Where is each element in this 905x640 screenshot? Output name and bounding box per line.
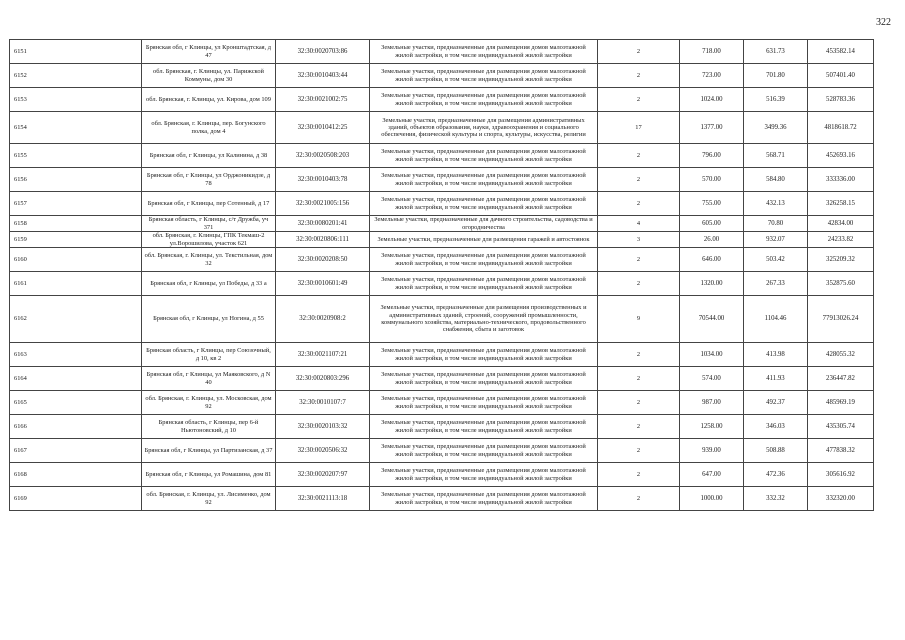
cadastral-value-cell: 325209.32 (808, 248, 874, 272)
category-cell: 2 (598, 439, 680, 463)
address-cell: Брянская обл, г Клинцы, ул Партизанская, д 37 (142, 439, 276, 463)
land-use-cell: Земельные участки, предназначенные для размещения домов малоэтажной жилой застройки, в том числе индивидуальной жилой застройки (370, 168, 598, 192)
table-row (10, 168, 874, 192)
category-cell: 9 (598, 296, 680, 343)
category-cell: 2 (598, 88, 680, 112)
land-use-cell: Земельные участки, предназначенные для размещения домов малоэтажной жилой застройки, в том числе индивидуальной жилой застройки (370, 192, 598, 216)
unit-value-cell: 701.80 (744, 64, 808, 88)
land-use-cell: Земельные участки, предназначенные для размещения домов малоэтажной жилой застройки, в том числе индивидуальной жилой застройки (370, 487, 598, 511)
row-number-cell: 6162 (10, 296, 142, 343)
category-cell: 2 (598, 367, 680, 391)
area-cell: 796.00 (680, 144, 744, 168)
registry-body (10, 40, 874, 511)
area-cell: 718.00 (680, 40, 744, 64)
table-row (10, 391, 874, 415)
category-cell: 2 (598, 192, 680, 216)
cadastral-number-cell: 32:30:0080201:41 (276, 216, 370, 232)
land-use-cell: Земельные участки, предназначенные для размещения домов малоэтажной жилой застройки, в том числе индивидуальной жилой застройки (370, 415, 598, 439)
cadastral-number-cell: 32:30:0010403:44 (276, 64, 370, 88)
cadastral-value-cell: 435305.74 (808, 415, 874, 439)
cadastral-number-cell: 32:30:0021005:156 (276, 192, 370, 216)
land-use-cell: Земельные участки, предназначенные для размещения домов малоэтажной жилой застройки, в том числе индивидуальной жилой застройки (370, 64, 598, 88)
table-row (10, 439, 874, 463)
cadastral-value-cell: 453582.14 (808, 40, 874, 64)
row-number-cell: 6155 (10, 144, 142, 168)
category-cell: 2 (598, 272, 680, 296)
cadastral-number-cell: 32:30:0010601:49 (276, 272, 370, 296)
table-row (10, 415, 874, 439)
unit-value-cell: 932.07 (744, 232, 808, 248)
row-number-cell: 6153 (10, 88, 142, 112)
category-cell: 2 (598, 144, 680, 168)
land-use-cell: Земельные участки, предназначенные для размещения домов малоэтажной жилой застройки, в том числе индивидуальной жилой застройки (370, 367, 598, 391)
unit-value-cell: 70.80 (744, 216, 808, 232)
address-cell: Брянская обл, г Клинцы, ул Орджоникидзе, д 78 (142, 168, 276, 192)
address-cell: обл. Брянская, г. Клинцы, ул. Парижской Коммуны, дом 30 (142, 64, 276, 88)
row-number-cell: 6164 (10, 367, 142, 391)
table-row (10, 248, 874, 272)
row-number-cell: 6152 (10, 64, 142, 88)
address-cell: Брянская обл, г Клинцы, ул Ромашина, дом 81 (142, 463, 276, 487)
cadastral-number-cell: 32:30:0021107:21 (276, 343, 370, 367)
cadastral-value-cell: 485969.19 (808, 391, 874, 415)
row-number-cell: 6166 (10, 415, 142, 439)
cadastral-value-cell: 332320.00 (808, 487, 874, 511)
area-cell: 605.00 (680, 216, 744, 232)
cadastral-registry-table (9, 39, 874, 511)
address-cell: Брянская область, г Клинцы, пер 6-й Ньютоновский, д 10 (142, 415, 276, 439)
area-cell: 723.00 (680, 64, 744, 88)
unit-value-cell: 332.32 (744, 487, 808, 511)
table-row (10, 40, 874, 64)
table-row (10, 367, 874, 391)
category-cell: 2 (598, 415, 680, 439)
cadastral-value-cell: 42834.00 (808, 216, 874, 232)
cadastral-value-cell: 305616.92 (808, 463, 874, 487)
category-cell: 2 (598, 463, 680, 487)
table-row (10, 216, 874, 232)
area-cell: 26.00 (680, 232, 744, 248)
unit-value-cell: 492.37 (744, 391, 808, 415)
unit-value-cell: 503.42 (744, 248, 808, 272)
land-use-cell: Земельные участки, предназначенные для размещения административных зданий, объектов образования, науки, здравоохранения и социального обеспечения, физической культуры и спорта, культуры, искусства, религии (370, 112, 598, 144)
category-cell: 4 (598, 216, 680, 232)
land-use-cell: Земельные участки, предназначенные для размещения домов малоэтажной жилой застройки, в том числе индивидуальной жилой застройки (370, 463, 598, 487)
cadastral-number-cell: 32:30:0021113:18 (276, 487, 370, 511)
area-cell: 646.00 (680, 248, 744, 272)
unit-value-cell: 346.03 (744, 415, 808, 439)
category-cell: 2 (598, 391, 680, 415)
unit-value-cell: 413.98 (744, 343, 808, 367)
category-cell: 2 (598, 487, 680, 511)
area-cell: 1320.00 (680, 272, 744, 296)
row-number-cell: 6161 (10, 272, 142, 296)
cadastral-number-cell: 32:30:0020806:111 (276, 232, 370, 248)
land-use-cell: Земельные участки, предназначенные для размещения домов малоэтажной жилой застройки, в том числе индивидуальной жилой застройки (370, 88, 598, 112)
table-row (10, 112, 874, 144)
area-cell: 755.00 (680, 192, 744, 216)
cadastral-number-cell: 32:30:0020803:296 (276, 367, 370, 391)
area-cell: 570.00 (680, 168, 744, 192)
area-cell: 647.00 (680, 463, 744, 487)
cadastral-value-cell: 24233.82 (808, 232, 874, 248)
address-cell: Брянская обл, г Клинцы, пер Сотенный, д 17 (142, 192, 276, 216)
area-cell: 1377.00 (680, 112, 744, 144)
cadastral-value-cell: 528783.36 (808, 88, 874, 112)
land-use-cell: Земельные участки, предназначенные для размещения домов малоэтажной жилой застройки, в том числе индивидуальной жилой застройки (370, 272, 598, 296)
cadastral-value-cell: 428055.32 (808, 343, 874, 367)
table-row (10, 343, 874, 367)
cadastral-number-cell: 32:30:0020208:50 (276, 248, 370, 272)
table-row (10, 144, 874, 168)
unit-value-cell: 508.88 (744, 439, 808, 463)
cadastral-value-cell: 452693.16 (808, 144, 874, 168)
address-cell: Брянская обл, г Клинцы, ул Калинина, д 38 (142, 144, 276, 168)
unit-value-cell: 1104.46 (744, 296, 808, 343)
category-cell: 2 (598, 40, 680, 64)
land-use-cell: Земельные участки, предназначенные для размещения производственных и административных зданий, строений, сооружений промышленности, коммунального хозяйства, материально-технического, продовольственного снабжения, сбыта и заготовок (370, 296, 598, 343)
cadastral-number-cell: 32:30:0021002:75 (276, 88, 370, 112)
address-cell: обл. Брянская, г. Клинцы, ул. Кирова, дом 109 (142, 88, 276, 112)
address-cell: Брянская обл, г Клинцы, ул Кронштадтская, д 47 (142, 40, 276, 64)
address-cell: обл. Брянская, г. Клинцы, пер. Богунского полка, дом 4 (142, 112, 276, 144)
table-row (10, 232, 874, 248)
category-cell: 2 (598, 343, 680, 367)
address-cell: Брянская область, г Клинцы, с/т Дружба, уч 371 (142, 216, 276, 232)
row-number-cell: 6165 (10, 391, 142, 415)
row-number-cell: 6157 (10, 192, 142, 216)
land-use-cell: Земельные участки, предназначенные для размещения домов малоэтажной жилой застройки, в том числе индивидуальной жилой застройки (370, 343, 598, 367)
row-number-cell: 6163 (10, 343, 142, 367)
table-row (10, 64, 874, 88)
row-number-cell: 6154 (10, 112, 142, 144)
area-cell: 1024.00 (680, 88, 744, 112)
row-number-cell: 6167 (10, 439, 142, 463)
cadastral-value-cell: 77913026.24 (808, 296, 874, 343)
address-cell: обл. Брянская, г. Клинцы, ул. Лисименко, дом 92 (142, 487, 276, 511)
cadastral-value-cell: 352875.60 (808, 272, 874, 296)
row-number-cell: 6160 (10, 248, 142, 272)
cadastral-number-cell: 32:30:0020207:97 (276, 463, 370, 487)
unit-value-cell: 584.80 (744, 168, 808, 192)
unit-value-cell: 3499.36 (744, 112, 808, 144)
area-cell: 939.00 (680, 439, 744, 463)
unit-value-cell: 568.71 (744, 144, 808, 168)
unit-value-cell: 472.36 (744, 463, 808, 487)
table-row (10, 192, 874, 216)
address-cell: Брянская обл, г Клинцы, ул Ногина, д 55 (142, 296, 276, 343)
area-cell: 70544.00 (680, 296, 744, 343)
cadastral-value-cell: 333336.00 (808, 168, 874, 192)
cadastral-value-cell: 326258.15 (808, 192, 874, 216)
cadastral-number-cell: 32:30:0010107:7 (276, 391, 370, 415)
area-cell: 574.00 (680, 367, 744, 391)
unit-value-cell: 516.39 (744, 88, 808, 112)
cadastral-number-cell: 32:30:0020703:86 (276, 40, 370, 64)
table-row (10, 463, 874, 487)
table-row (10, 88, 874, 112)
area-cell: 987.00 (680, 391, 744, 415)
page-number: 322 (876, 17, 891, 28)
address-cell: обл. Брянская, г. Клинцы, ГПК Текмаш-2 ул.Ворошилова, участок 621 (142, 232, 276, 248)
cadastral-value-cell: 477838.32 (808, 439, 874, 463)
unit-value-cell: 631.73 (744, 40, 808, 64)
unit-value-cell: 432.13 (744, 192, 808, 216)
cadastral-number-cell: 32:30:0010403:78 (276, 168, 370, 192)
row-number-cell: 6168 (10, 463, 142, 487)
category-cell: 3 (598, 232, 680, 248)
land-use-cell: Земельные участки, предназначенные для размещения домов малоэтажной жилой застройки, в том числе индивидуальной жилой застройки (370, 144, 598, 168)
land-use-cell: Земельные участки, предназначенные для размещения гаражей и автостоянок (370, 232, 598, 248)
cadastral-value-cell: 236447.82 (808, 367, 874, 391)
address-cell: обл. Брянская, г. Клинцы, ул. Текстильная, дом 32 (142, 248, 276, 272)
category-cell: 17 (598, 112, 680, 144)
table-row (10, 296, 874, 343)
row-number-cell: 6169 (10, 487, 142, 511)
area-cell: 1000.00 (680, 487, 744, 511)
cadastral-number-cell: 32:30:0020508:203 (276, 144, 370, 168)
address-cell: Брянская обл, г Клинцы, ул Победы, д 33 а (142, 272, 276, 296)
cadastral-number-cell: 32:30:0020103:32 (276, 415, 370, 439)
land-use-cell: Земельные участки, предназначенные для размещения домов малоэтажной жилой застройки, в том числе индивидуальной жилой застройки (370, 40, 598, 64)
unit-value-cell: 411.93 (744, 367, 808, 391)
category-cell: 2 (598, 248, 680, 272)
land-use-cell: Земельные участки, предназначенные для дачного строительства, садоводства и огородничества (370, 216, 598, 232)
cadastral-number-cell: 32:30:0020908:2 (276, 296, 370, 343)
area-cell: 1258.00 (680, 415, 744, 439)
unit-value-cell: 267.33 (744, 272, 808, 296)
table-row (10, 487, 874, 511)
cadastral-number-cell: 32:30:0020506:32 (276, 439, 370, 463)
address-cell: обл. Брянская, г. Клинцы, ул. Московская, дом 92 (142, 391, 276, 415)
cadastral-value-cell: 507401.40 (808, 64, 874, 88)
area-cell: 1034.00 (680, 343, 744, 367)
land-use-cell: Земельные участки, предназначенные для размещения домов малоэтажной жилой застройки, в том числе индивидуальной жилой застройки (370, 391, 598, 415)
category-cell: 2 (598, 168, 680, 192)
address-cell: Брянская область, г Клинцы, пер Союзочный, д 10, кв 2 (142, 343, 276, 367)
address-cell: Брянская обл, г Клинцы, ул Маяковского, д N 40 (142, 367, 276, 391)
land-use-cell: Земельные участки, предназначенные для размещения домов малоэтажной жилой застройки, в том числе индивидуальной жилой застройки (370, 439, 598, 463)
table-row (10, 272, 874, 296)
row-number-cell: 6159 (10, 232, 142, 248)
row-number-cell: 6156 (10, 168, 142, 192)
cadastral-value-cell: 4818618.72 (808, 112, 874, 144)
row-number-cell: 6151 (10, 40, 142, 64)
cadastral-number-cell: 32:30:0010412:25 (276, 112, 370, 144)
land-use-cell: Земельные участки, предназначенные для размещения домов малоэтажной жилой застройки, в том числе индивидуальной жилой застройки (370, 248, 598, 272)
row-number-cell: 6158 (10, 216, 142, 232)
category-cell: 2 (598, 64, 680, 88)
